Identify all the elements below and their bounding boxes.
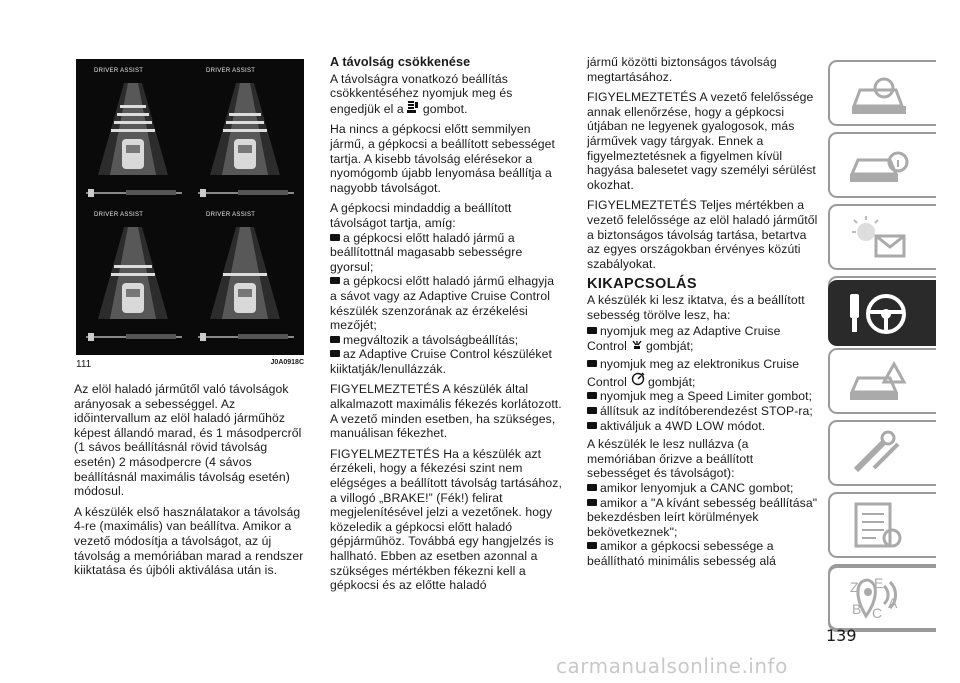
road-diagram bbox=[96, 79, 170, 179]
section-heading: A távolság csökkenése bbox=[330, 55, 471, 69]
key-steering-wheel-icon bbox=[844, 288, 914, 340]
road-diagram bbox=[96, 223, 170, 323]
distance-button-icon bbox=[407, 101, 419, 115]
bullet-icon bbox=[587, 422, 597, 429]
road-diagram bbox=[208, 223, 282, 323]
index-alphabet-icon bbox=[844, 574, 914, 626]
column-2 bbox=[330, 55, 562, 599]
bullet-icon bbox=[330, 277, 340, 284]
bullet-icon bbox=[587, 542, 597, 549]
list-item bbox=[587, 419, 819, 434]
list-item bbox=[330, 274, 562, 332]
bullet-icon bbox=[587, 484, 597, 491]
list-item bbox=[587, 404, 819, 419]
list-item bbox=[330, 333, 562, 348]
tab-index[interactable] bbox=[828, 566, 936, 632]
lights-message-icon bbox=[844, 212, 914, 264]
bullet-icon bbox=[587, 327, 597, 334]
tab-technical-data[interactable] bbox=[828, 492, 936, 558]
figure-code: J0A0918C bbox=[270, 359, 304, 366]
list-item-text: amikor a gépkocsi sebessége a beállítható minimális sebesség alá bbox=[587, 539, 777, 568]
list-item-text: gombját; bbox=[646, 338, 694, 353]
paragraph: Az elöl haladó járműtől való távolságok arányosak a sebességgel. Az időintervallum az elöl haladó járműhöz képest állandó marad, és 1 másodpercről (1 sávos beállításnál rövid távolság esetén) 2 másodpercre (4 sávos beállításnál maximális távolság esetén) módosul. bbox=[74, 382, 302, 499]
list-item bbox=[587, 357, 819, 389]
car-info-icon bbox=[844, 140, 914, 192]
list-item-text: aktiváljuk a 4WD LOW módot. bbox=[600, 418, 766, 433]
warning-paragraph: FIGYELMEZTETÉS A vezető felelőssége annak ellenőrzése, hogy a gépkocsi útjában ne legyenek gyalogosok, más járművek vagy tárgyak. Ennek a figyelmeztetésnek a figyelmen kívül hagyása balesetet vagy személyi sérülést okozhat. bbox=[587, 90, 816, 192]
bullet-icon bbox=[587, 392, 597, 399]
specs-list-icon bbox=[844, 500, 914, 552]
driver-assist-screen-3 bbox=[82, 209, 186, 349]
tab-emergency[interactable] bbox=[828, 348, 936, 414]
tab-starting-driving[interactable] bbox=[828, 280, 936, 346]
list-item-text: a gépkocsi előtt haladó jármű a beállítottnál magasabb sebességre gyorsul; bbox=[330, 230, 523, 274]
paragraph: A készülék le lesz nullázva (a memóriában őrizve a beállított sebességet és távolságot): bbox=[587, 437, 754, 481]
driver-assist-screen-4 bbox=[194, 209, 298, 349]
tools-icon bbox=[844, 428, 914, 480]
paragraph-text: gombot. bbox=[422, 101, 468, 116]
warning-paragraph: FIGYELMEZTETÉS A készülék által alkalmazott maximális fékezés korlátozott. A vezető minden esetben, ha szükséges, manuálisan fékezhet. bbox=[330, 382, 562, 441]
paragraph bbox=[330, 72, 562, 117]
list-item-text: a gépkocsi előtt haladó jármű elhagyja a sávot vagy az Adaptive Cruise Control készülék szenzorának az érzékelési mezőjét; bbox=[330, 274, 555, 333]
svg-text:E: E bbox=[874, 575, 884, 591]
speed-gauge bbox=[198, 333, 294, 341]
road-diagram bbox=[208, 79, 282, 179]
bullet-icon bbox=[330, 350, 340, 357]
speed-gauge bbox=[198, 189, 294, 197]
list-item-text: nyomjuk meg a Speed Limiter gombot; bbox=[600, 389, 813, 404]
column-1 bbox=[74, 382, 306, 584]
warning-paragraph: FIGYELMEZTETÉS Teljes mértékben a vezető felelőssége az elöl haladó járműtől a biztonságos távolság tartása, betartva az egyes országokban érvényes közúti szabályokat. bbox=[587, 198, 818, 271]
svg-text:B: B bbox=[852, 601, 862, 617]
tab-maintenance[interactable] bbox=[828, 420, 936, 486]
bullet-icon bbox=[587, 499, 597, 506]
svg-text:A: A bbox=[888, 595, 898, 611]
driver-assist-figure bbox=[76, 59, 304, 355]
speed-gauge bbox=[86, 189, 182, 197]
list-item bbox=[587, 389, 819, 404]
paragraph: Ha nincs a gépkocsi előtt semmilyen jármű, a gépkocsi a beállított sebességet tartja. A kisebb távolság elérésekor a nyomógomb újabb lenyomása beállítja a nagyobb távolságot. bbox=[330, 122, 555, 195]
speed-gauge bbox=[86, 333, 182, 341]
screen-title: DRIVER ASSIST bbox=[94, 212, 144, 218]
bullet-icon bbox=[587, 407, 597, 414]
list-item-text: amikor a "A kívánt sebesség beállítása" bekezdésben leírt körülmények bekövetkeznek"; bbox=[587, 495, 818, 539]
svg-text:Z: Z bbox=[850, 579, 859, 595]
car-dashboard-icon bbox=[844, 68, 914, 120]
list-item-text: az Adaptive Cruise Control készüléket kiiktatják/lenullázzák. bbox=[330, 347, 552, 376]
figure-number: 111 bbox=[76, 359, 92, 370]
paragraph: jármű közötti biztonságos távolság megtartásához. bbox=[587, 55, 777, 84]
list-item-text: nyomjuk meg az elektronikus Cruise Control bbox=[587, 357, 800, 389]
screen-title: DRIVER ASSIST bbox=[94, 68, 144, 74]
list-item bbox=[587, 481, 819, 496]
list-item bbox=[587, 324, 819, 353]
list-item-text: megváltozik a távolságbeállítás; bbox=[343, 332, 519, 347]
section-heading: KIKAPCSOLÁS bbox=[587, 276, 697, 293]
screen-title: DRIVER ASSIST bbox=[206, 212, 256, 218]
adaptive-cruise-icon bbox=[631, 340, 643, 352]
warning-paragraph: FIGYELMEZTETÉS Ha a készülék azt érzékeli, hogy a fékezési szint nem elégséges a beállított távolság tartásához, a villogó „BRAKE!” (Fék!) felirat megjelenítésével jelzi a vezetőnek. hogy közeledik a gépkocsi előtt haladó gépjárműhöz. Továbbá egy hangjelzés is hallható. Ebben az esetben azonnal a szükséges mértékben fékezni kell a gépkocsi és az előtte haladó bbox=[330, 446, 562, 593]
bullet-icon bbox=[587, 360, 597, 367]
paragraph: A gépkocsi mindaddig a beállított távolságot tartja, amíg: bbox=[330, 201, 512, 230]
list-item-text: állítsuk az indítóberendezést STOP-ra; bbox=[600, 404, 813, 419]
paragraph: A készülék ki lesz iktatva, és a beállított sebesség törölve lesz, ha: bbox=[587, 292, 805, 322]
tab-lights-messages[interactable] bbox=[828, 204, 936, 270]
list-item-text: amikor lenyomjuk a CANC gombot; bbox=[600, 481, 794, 496]
list-item-text: gombját; bbox=[648, 374, 696, 389]
driver-assist-screen-1 bbox=[82, 65, 186, 205]
page-number: 139 bbox=[826, 626, 857, 645]
column-3 bbox=[587, 55, 819, 569]
paragraph-text: A távolságra vonatkozó beállítás csökkentéséhez nyomjuk meg és engedjük el a bbox=[330, 71, 513, 116]
paragraph: A készülék első használatakor a távolság 4-re (maximális) van beállítva. Amikor a vezető módosítja a távolságot, az új távolság a memóriában marad a rendszer kiiktatása és újbóli aktiválása után is. bbox=[74, 504, 304, 578]
driver-assist-screen-2 bbox=[194, 65, 298, 205]
list-item bbox=[587, 539, 819, 568]
tab-car-dashboard[interactable] bbox=[828, 60, 936, 126]
car-warning-icon bbox=[844, 356, 914, 408]
cruise-control-icon bbox=[631, 372, 645, 388]
screen-title: DRIVER ASSIST bbox=[206, 68, 256, 74]
list-item bbox=[330, 347, 562, 376]
list-item-text: nyomjuk meg az Adaptive Cruise Control bbox=[587, 324, 781, 353]
watermark: carmanualsonline.info bbox=[556, 654, 788, 678]
bullet-icon bbox=[330, 234, 340, 241]
tab-car-info[interactable] bbox=[828, 132, 936, 198]
bullet-icon bbox=[330, 336, 340, 343]
figure-caption bbox=[76, 359, 304, 371]
list-item bbox=[587, 496, 819, 540]
list-item bbox=[330, 231, 562, 275]
svg-text:C: C bbox=[872, 605, 883, 621]
